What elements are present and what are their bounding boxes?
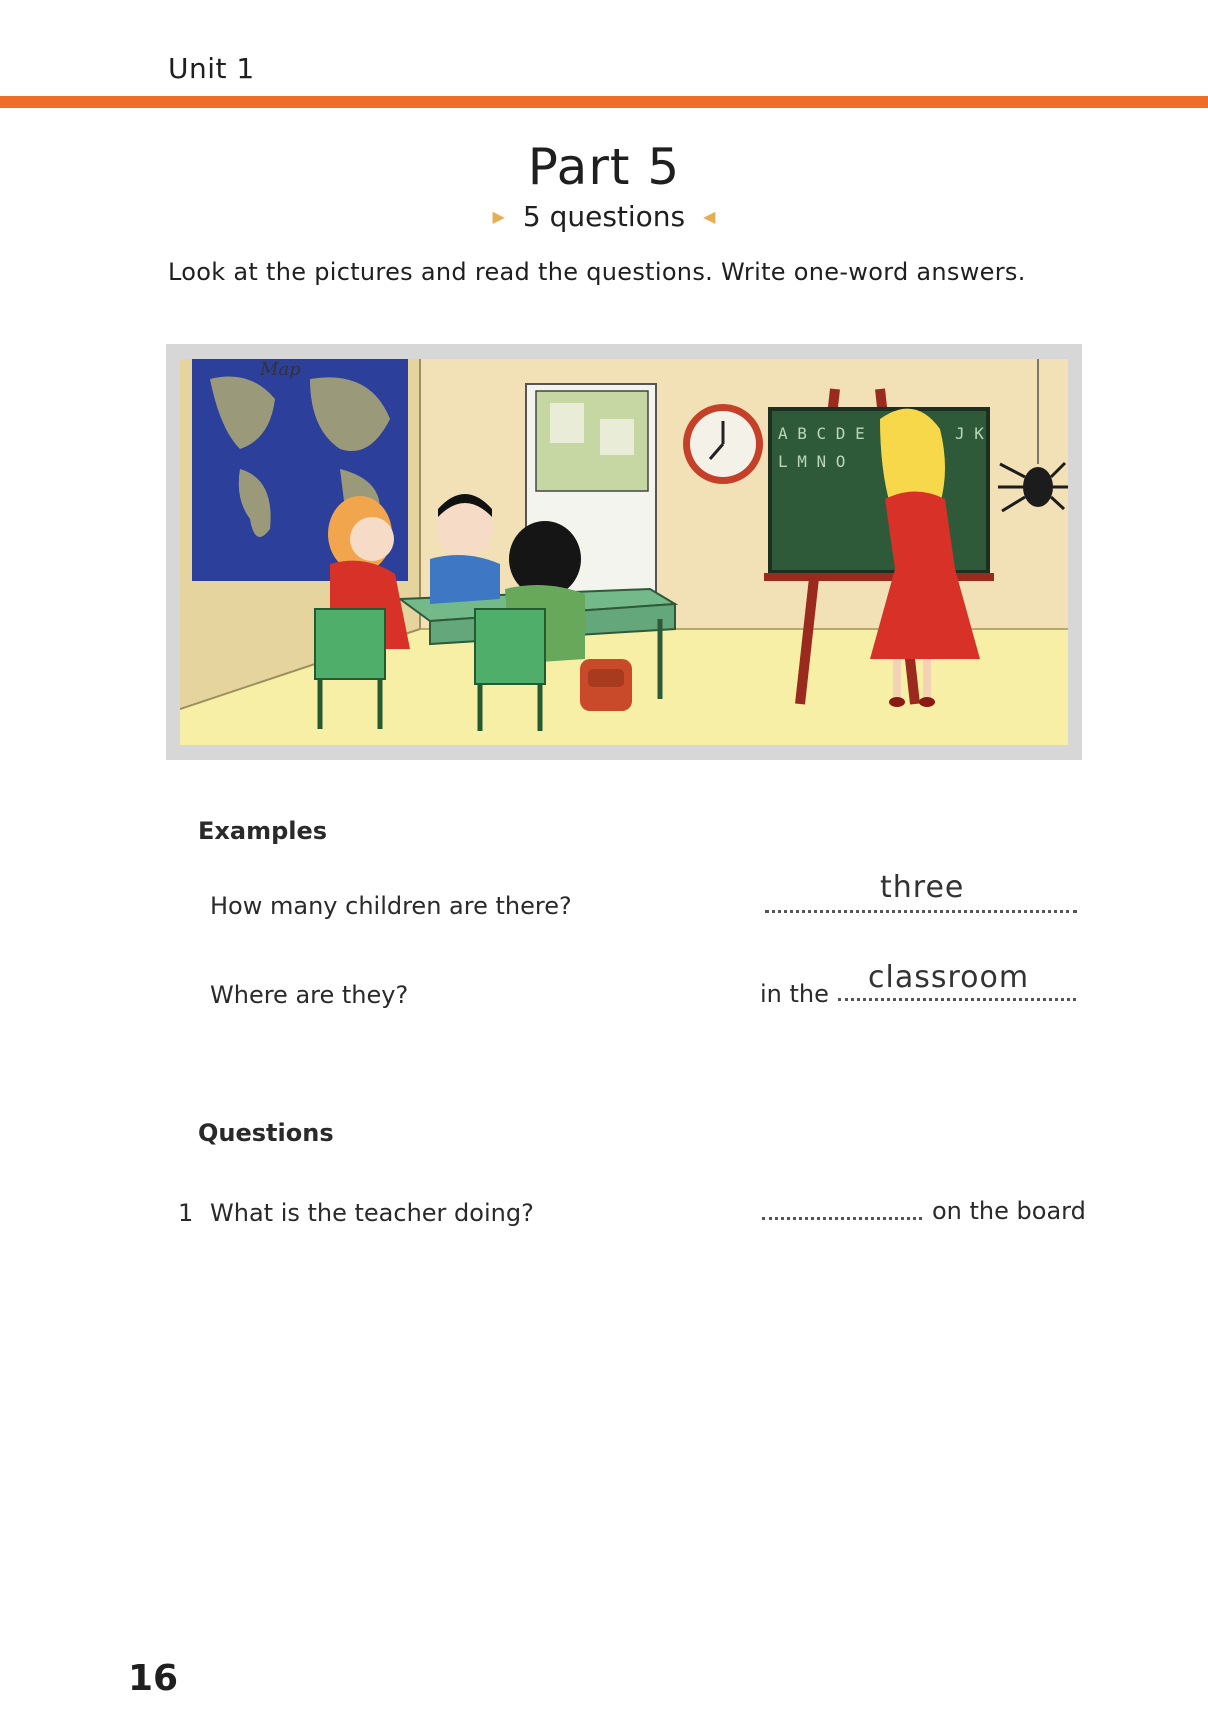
header-rule: [0, 96, 1208, 108]
question-text: What is the teacher doing?: [210, 1199, 534, 1227]
examples-heading: Examples: [198, 817, 328, 845]
page-number: 16: [128, 1658, 179, 1699]
unit-label: Unit 1: [168, 52, 255, 85]
answer-suffix: on the board: [932, 1197, 1086, 1225]
example-answer-line: [765, 910, 1077, 913]
questions-heading: Questions: [198, 1119, 334, 1147]
example-answer-line: [838, 998, 1076, 1001]
part-title: Part 5: [527, 138, 681, 196]
example-answer: classroom: [868, 960, 1030, 995]
example-answer: three: [880, 870, 965, 905]
answer-prefix: in the: [760, 980, 829, 1008]
question-count: 5 questions: [522, 200, 686, 233]
example-question: Where are they?: [210, 981, 409, 1009]
board-letters-row2: L M N O: [778, 452, 846, 471]
instruction-text: Look at the pictures and read the questions. Write one-word answers.: [168, 258, 1026, 286]
example-question: How many children are there?: [210, 892, 572, 920]
schoolbag: [580, 659, 632, 711]
board-letters-row1: A B C D E: [778, 424, 865, 443]
answer-blank[interactable]: [762, 1217, 922, 1220]
map-label: Map: [260, 359, 301, 380]
right-triangle-icon: ▶: [492, 207, 505, 226]
left-triangle-icon: ◀: [703, 207, 716, 226]
clock-icon: [683, 404, 763, 484]
part-subtitle: [0, 200, 1208, 233]
picture-frame: [166, 344, 1082, 760]
classroom-picture: [180, 359, 1068, 745]
question-number: 1: [178, 1199, 194, 1227]
board-letters-row1-end: J K: [955, 424, 984, 443]
